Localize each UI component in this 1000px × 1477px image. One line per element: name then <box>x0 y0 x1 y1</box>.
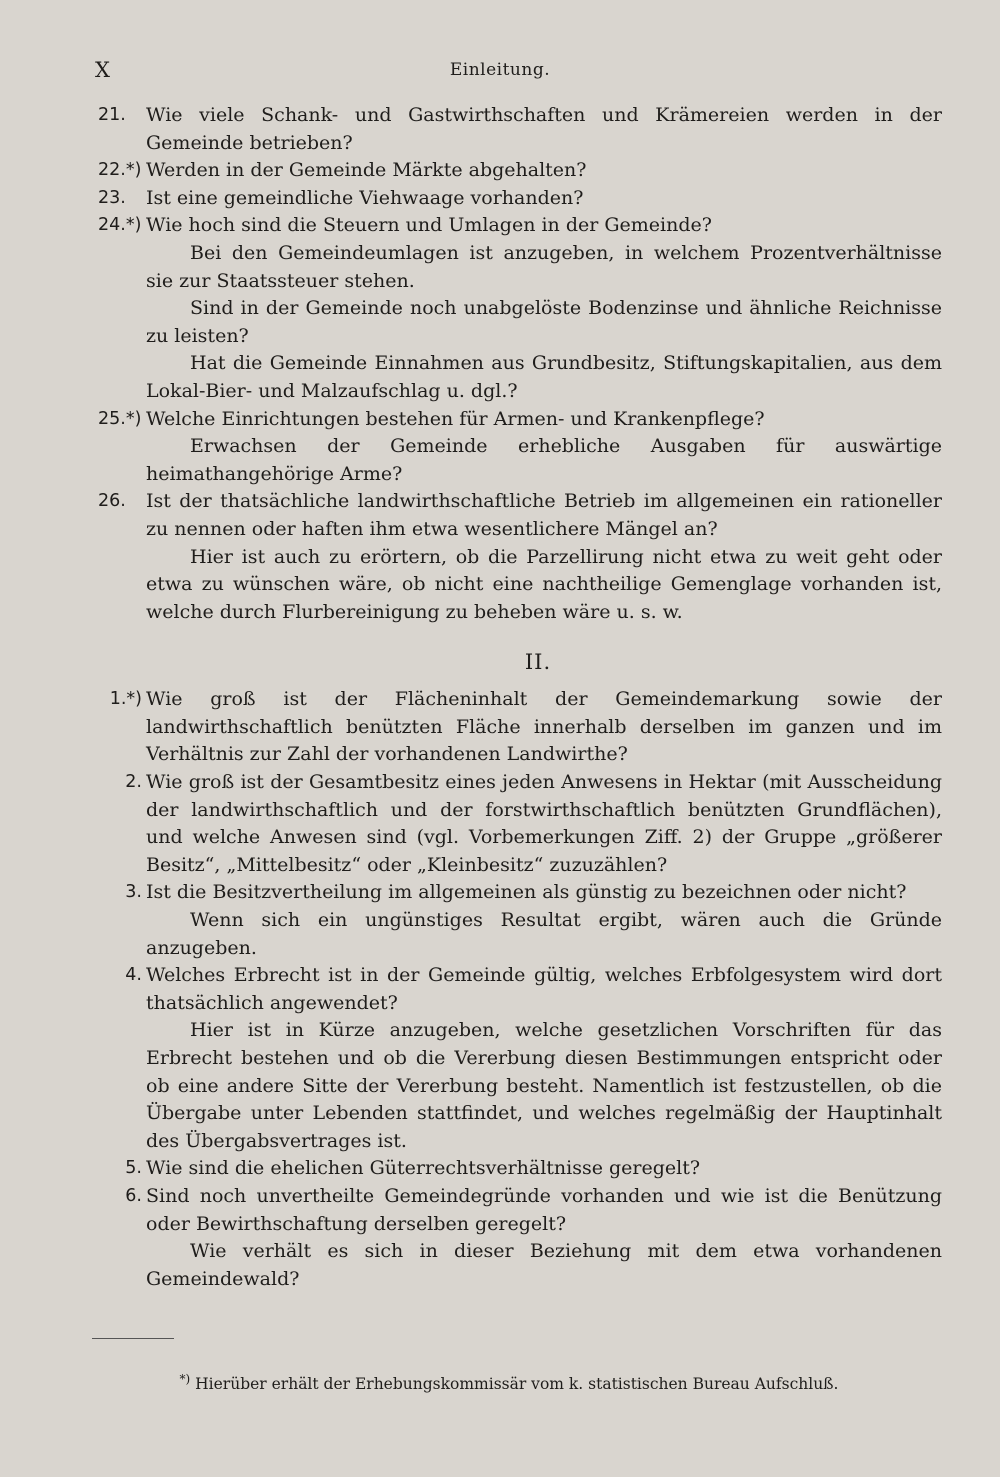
question-item <box>98 212 942 405</box>
page-body <box>98 102 942 1293</box>
question-item <box>98 1155 942 1183</box>
explanation-paragraph: Wie verhält es sich in dieser Beziehung mit dem etwa vorhandenen Gemeindewald? <box>146 1240 942 1290</box>
question-item <box>98 406 942 489</box>
section-heading: II. <box>524 650 552 675</box>
footnote-mark: *) <box>179 1372 191 1386</box>
question-number: 4. <box>125 965 142 986</box>
explanation-paragraph: Hat die Gemeinde Einnahmen aus Grundbesitz, Stiftungskapitalien, aus dem Lokal-Bier- und Malzaufschlag u. dgl.? <box>146 352 942 402</box>
explanation-paragraph: Bei den Gemeindeumlagen ist anzugeben, in welchem Prozentverhältnisse sie zur Staatssteuer stehen. <box>146 241 942 292</box>
question-text: Ist der thatsächliche landwirthschaftliche Betrieb im allgemeinen ein rationeller zu nennen oder haften ihm etwa wesentlichere Mängel an? <box>146 490 942 540</box>
question-text: Werden in der Gemeinde Märkte abgehalten? <box>146 159 587 182</box>
question-number: 23. <box>98 187 126 208</box>
question-text: Wie sind die ehelichen Güterrechtsverhältnisse geregelt? <box>146 1157 701 1180</box>
explanation-paragraph: Hier ist auch zu erörtern, ob die Parzellirung nicht etwa zu weit geht oder etwa zu wünschen wäre, ob nicht eine nachtheilige Gemenglage vorhanden ist, welche durch Flurbereinigung zu beheben wäre u. s. w. <box>146 545 942 623</box>
page-number: X <box>95 58 110 82</box>
question-item <box>98 488 942 626</box>
question-item <box>98 879 942 962</box>
question-text: Ist eine gemeindliche Viehwaage vorhanden? <box>146 186 584 209</box>
question-number: 6. <box>125 1185 142 1206</box>
question-number: 24.*) <box>98 215 142 236</box>
question-text: Welche Einrichtungen bestehen für Armen- und Krankenpflege? <box>146 407 765 430</box>
question-item <box>98 1183 942 1293</box>
footnote <box>0 1372 1000 1393</box>
explanation-paragraph: Hier ist in Kürze anzugeben, welche gesetzlichen Vorschriften für das Erbrecht bestehen und ob die Vererbung diesen Bestimmungen entspricht oder ob eine andere Sitte der Vererbung besteht. Namentlich ist festzustellen, ob die Übergabe unter Lebenden stattfindet, und welches regelmäßig der Hauptinhalt des Übergabsvertrages ist. <box>146 1019 942 1152</box>
question-item <box>98 962 942 1155</box>
question-text: Welches Erbrecht ist in der Gemeinde gültig, welches Erbfolgesystem wird dort thatsächlich angewendet? <box>146 964 942 1014</box>
question-list-part-1 <box>98 102 942 626</box>
question-item <box>98 686 942 769</box>
question-number: 2. <box>125 772 142 793</box>
question-number: 22.*) <box>98 160 142 181</box>
running-head: Einleitung. <box>449 60 551 80</box>
explanation-paragraph: Erwachsen der Gemeinde erhebliche Ausgaben für auswärtige heimathangehörige Arme? <box>146 435 942 485</box>
question-number: 1.*) <box>109 689 142 710</box>
question-item <box>98 185 942 213</box>
explanation-paragraph: Wenn sich ein ungünstiges Resultat ergibt, wären auch die Gründe anzugeben. <box>146 909 942 959</box>
question-list-part-2 <box>98 686 942 1293</box>
question-text: Wie groß ist der Gesamtbesitz eines jeden Anwesens in Hektar (mit Ausscheidung der landwirthschaftlich und der forstwirthschaftlich benützten Grundflächen), und welche Anwesen sind (vgl. Vorbemerkungen Ziff. 2) der Gruppe „größerer Besitz“, „Mittelbesitz“ oder „Kleinbesitz“ zuzuzählen? <box>146 771 942 876</box>
question-number: 26. <box>98 491 126 512</box>
question-text: Wie groß ist der Flächeninhalt der Gemeindemarkung sowie der landwirthschaftlich benützten Fläche innerhalb derselben im ganzen und im Verhältnis zur Zahl der vorhandenen Landwirthe? <box>146 688 942 766</box>
question-item <box>98 157 942 185</box>
question-text: Sind noch unvertheilte Gemeindegründe vorhanden und wie ist die Benützung oder Bewirthschaftung derselben geregelt? <box>146 1184 942 1235</box>
question-number: 21. <box>98 105 126 125</box>
question-text: Ist die Besitzvertheilung im allgemeinen als günstig zu bezeichnen oder nicht? <box>146 881 907 904</box>
question-number: 5. <box>125 1158 142 1179</box>
question-number: 3. <box>125 882 142 903</box>
question-number: 25.*) <box>98 408 142 429</box>
question-text: Wie viele Schank- und Gastwirthschaften und Krämereien werden in der Gemeinde betrieben? <box>146 104 942 154</box>
question-item <box>98 102 942 157</box>
footnote-text: Hierüber erhält der Erhebungskommissär vom k. statistischen Bureau Aufschluß. <box>195 1375 839 1394</box>
footnote-rule <box>92 1338 174 1339</box>
explanation-paragraph: Sind in der Gemeinde noch unabgelöste Bodenzinse und ähnliche Reichnisse zu leisten? <box>146 297 942 347</box>
question-text: Wie hoch sind die Steuern und Umlagen in der Gemeinde? <box>146 214 712 237</box>
question-item <box>98 769 942 879</box>
